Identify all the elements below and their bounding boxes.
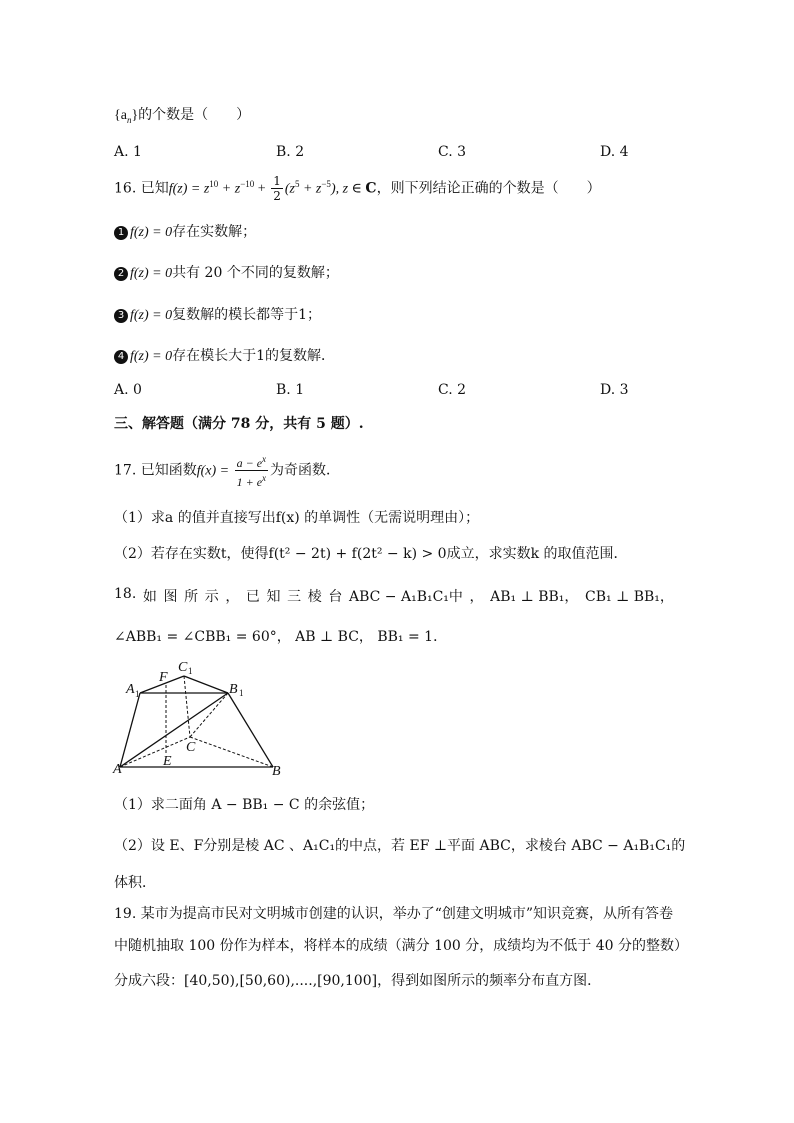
label-e: E: [163, 754, 172, 769]
q16-item-2: [114, 262, 339, 282]
q18-part2: （2）设 E、F分别是棱 AC 、A₁C₁的中点，若 EF ⊥平面 ABC，求棱台 ABC − A₁B₁C₁的: [114, 838, 686, 854]
q16-option-a: A. 0: [114, 382, 142, 398]
label-c: C: [186, 740, 196, 755]
q18-word: 如: [142, 589, 157, 605]
q17-number: 17.: [114, 462, 137, 479]
q16-eq: = z: [187, 181, 210, 197]
q16-item-text: 存在模长大于1的复数解．: [172, 348, 336, 364]
q16-option-c: C. 2: [438, 382, 467, 398]
q18-word: ABC − A₁B₁C₁中: [348, 589, 463, 605]
label-b: B: [272, 764, 281, 779]
q17-fx: f(x) =: [196, 463, 233, 479]
q18-word: CB₁ ⊥ BB₁，: [585, 589, 674, 605]
q16-p10: 10: [209, 178, 219, 189]
q17-intro: 已知函数: [140, 462, 197, 479]
q16-p5: 5: [294, 178, 300, 189]
edge-a-c: [120, 737, 190, 767]
q17-part2: （2）若存在实数t，使得f(t² − 2t) + f(2t² − k) > 0成立，求实数k 的取值范围．: [114, 546, 628, 562]
q17-den-sup: x: [262, 473, 267, 483]
q16-paren: (z: [284, 181, 295, 197]
q17-num-sup: x: [262, 454, 267, 464]
q18-word: ，: [469, 589, 484, 605]
label-c1-sub: 1: [188, 666, 193, 676]
q16-plus3: + z: [299, 181, 322, 197]
q18-word: 知: [266, 589, 281, 605]
q19-line1: 19. 某市为提高市民对文明城市创建的认识，举办了“创建文明城市”知识竞赛，从所有答卷: [114, 906, 674, 922]
q16-half: [271, 174, 283, 203]
q16-m5: −5: [321, 178, 331, 189]
q17-den: [235, 471, 268, 489]
q15-seq: {a: [114, 108, 127, 123]
label-a1: A: [126, 682, 135, 697]
q18-line2: ∠ABB₁ = ∠CBB₁ = 60°， AB ⊥ BC， BB₁ = 1．: [114, 629, 448, 645]
q18-part1: （1）求二面角 A − BB₁ − C 的余弦值；: [114, 797, 375, 813]
q16-plus2: +: [254, 181, 270, 197]
q15-options: [114, 144, 674, 164]
label-c1: C: [178, 660, 188, 675]
q15-seq-sub: n: [126, 114, 132, 125]
q16-half-num: 1: [273, 174, 281, 188]
q16-item-3: [114, 304, 321, 324]
q16-plus: + z: [218, 181, 241, 197]
q16-number: 16.: [114, 180, 137, 197]
q16-options: [114, 382, 674, 402]
q18-word: 示: [204, 589, 219, 605]
q15-seq-close: }: [131, 108, 139, 123]
q18-word: 三: [287, 589, 302, 605]
q16-item-1: [114, 221, 256, 241]
q17-num-text: a − e: [236, 456, 263, 470]
label-b1: B: [229, 682, 238, 697]
q17-num: [235, 452, 268, 471]
q18-word: 棱: [307, 589, 322, 605]
q18-line1: [114, 586, 674, 606]
q16-m10: −10: [240, 178, 255, 189]
q18-word: 台: [328, 589, 343, 605]
circled-number-icon: 2: [114, 267, 128, 281]
q16-set-c: C: [365, 180, 377, 197]
q17-den-text: 1 + e: [236, 475, 263, 489]
q16-half-den: 2: [273, 189, 281, 203]
edge-c1-c: [184, 676, 190, 737]
q18-part2-cont: 体积．: [114, 875, 156, 891]
circled-number-icon: 1: [114, 226, 128, 240]
q18-word: 所: [184, 589, 199, 605]
q19-line3: 分成六段：[40,50),[50,60),....,[90,100]，得到如图所示的频率分布直方图．: [114, 973, 602, 989]
edge-c1-b1: [184, 676, 228, 693]
edge-b1-b: [228, 693, 273, 767]
q15-option-a: A. 1: [114, 144, 142, 160]
circled-number-icon: 4: [114, 350, 128, 364]
q16-item-expr: f(z) = 0: [130, 349, 173, 364]
edge-a-b1: [120, 693, 228, 767]
label-a1-sub: 1: [135, 689, 140, 699]
q16-fz: f(z): [168, 181, 188, 197]
q19-line2: 中随机抽取 100 份作为样本，将样本的成绩（满分 100 分，成绩均为不低于 40 分的整数）: [114, 938, 688, 954]
q18-word: AB₁ ⊥ BB₁，: [490, 589, 579, 605]
q15-option-b: B. 2: [276, 144, 305, 160]
q18-word: 18.: [114, 586, 137, 602]
q17-fraction: [235, 452, 268, 489]
q18-word: ，: [225, 589, 240, 605]
label-b1-sub: 1: [239, 688, 244, 698]
circled-number-icon: 3: [114, 309, 128, 323]
frustum-figure: [110, 655, 290, 780]
q16-tail: ，则下列结论正确的个数是（ ）: [376, 180, 601, 197]
q16-item-expr: f(z) = 0: [130, 225, 173, 240]
section-heading: 三、解答题（满分 78 分，共有 5 题）.: [114, 416, 364, 432]
label-a: A: [113, 762, 122, 777]
edge-c-b: [190, 737, 273, 767]
q17-tail: 为奇函数．: [270, 462, 341, 479]
q18-word: 图: [163, 589, 178, 605]
q15-text: 的个数是（ ）: [138, 107, 251, 123]
q16-item-text: 存在实数解；: [172, 224, 257, 240]
q16-close: ), z ∈: [330, 181, 366, 197]
q16-stem: [114, 174, 601, 203]
q16-intro: 已知: [140, 180, 169, 197]
q16-option-d: D. 3: [600, 382, 629, 398]
q15-tail: [114, 104, 250, 125]
q15-option-c: C. 3: [438, 144, 467, 160]
q17-stem: [114, 452, 340, 489]
q17-part1: （1）求a 的值并直接写出f(x) 的单调性（无需说明理由）；: [114, 510, 480, 526]
q16-item-4: [114, 345, 335, 365]
q16-item-text: 复数解的模长都等于1；: [172, 307, 322, 323]
q16-item-text: 共有 20 个不同的复数解；: [172, 265, 339, 281]
q16-option-b: B. 1: [276, 382, 305, 398]
q16-item-expr: f(z) = 0: [130, 266, 173, 281]
q16-item-expr: f(z) = 0: [130, 308, 173, 323]
q18-word: 已: [245, 589, 260, 605]
q15-option-d: D. 4: [600, 144, 629, 160]
label-f: F: [159, 670, 168, 685]
